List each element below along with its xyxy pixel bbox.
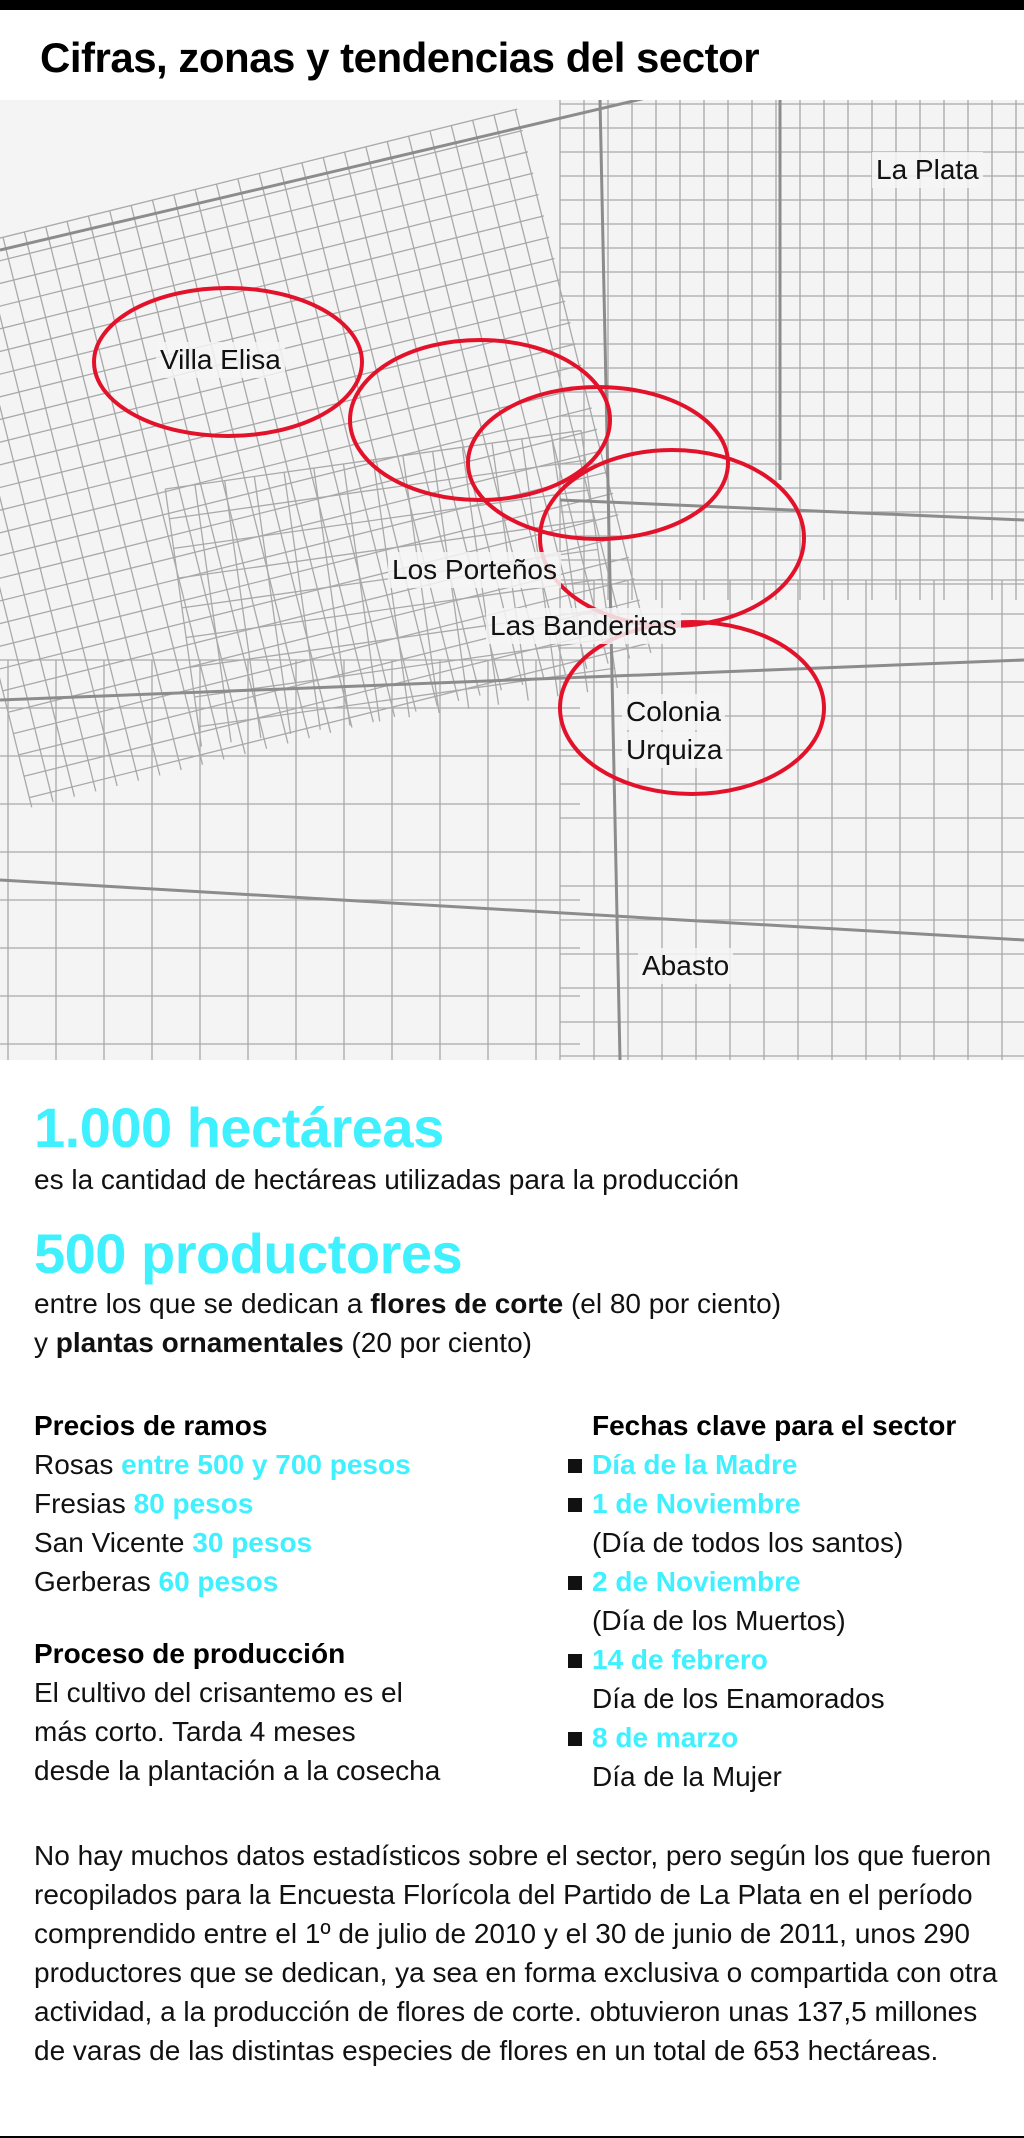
fechas-heading: Fechas clave para el sector — [592, 1410, 957, 1441]
fecha-note: (Día de todos los santos) — [592, 1527, 904, 1558]
stat-flores-percent: (el 80 por ciento) — [563, 1288, 782, 1319]
precios-heading: Precios de ramos — [34, 1410, 268, 1441]
map-label-villa-elisa: Villa Elisa — [156, 342, 285, 378]
stat-productores-value: 500 productores — [34, 1222, 463, 1285]
precio-row-rosas — [34, 1445, 411, 1484]
precio-value: entre 500 y 700 pesos — [121, 1449, 411, 1480]
map-label-las-banderitas: Las Banderitas — [486, 608, 681, 644]
fecha-note: (Día de los Muertos) — [592, 1605, 846, 1636]
precio-row-gerberas — [34, 1562, 278, 1601]
bullet-icon — [568, 1576, 582, 1590]
precio-name: Fresias — [34, 1488, 126, 1519]
map-label-abasto: Abasto — [638, 948, 733, 984]
proceso-line: más corto. Tarda 4 meses — [34, 1716, 356, 1747]
bullet-icon — [568, 1732, 582, 1746]
precio-value: 30 pesos — [192, 1527, 313, 1558]
map-label-colonia: Colonia — [622, 694, 725, 730]
precio-row-fresias — [34, 1484, 253, 1523]
proceso-heading: Proceso de producción — [34, 1638, 346, 1669]
bullet-icon — [568, 1498, 582, 1512]
precio-name: Rosas — [34, 1449, 114, 1480]
fecha-2-noviembre: 2 de Noviembre — [592, 1566, 801, 1597]
fecha-dia-de-la-madre: Día de la Madre — [592, 1449, 798, 1480]
precio-value: 60 pesos — [158, 1566, 279, 1597]
stat-productores-text-2: y — [34, 1327, 56, 1358]
page-title: Cifras, zonas y tendencias del sector — [40, 34, 760, 81]
bullet-icon — [568, 1654, 582, 1668]
map-label-la-plata: La Plata — [872, 152, 983, 188]
stat-plantas-ornamentales: plantas ornamentales — [55, 1327, 344, 1358]
stat-hectareas-value: 1.000 hectáreas — [34, 1096, 444, 1159]
map-label-urquiza: Urquiza — [622, 732, 726, 768]
fecha-note: Día de la Mujer — [592, 1761, 782, 1792]
stat-productores-line-2 — [34, 1323, 994, 1362]
top-rule — [0, 0, 1024, 10]
precio-value: 80 pesos — [133, 1488, 254, 1519]
stat-flores-de-corte: flores de corte — [370, 1288, 564, 1319]
proceso-line: desde la plantación a la cosecha — [34, 1755, 441, 1786]
precio-row-san-vicente — [34, 1523, 312, 1562]
bullet-icon — [568, 1459, 582, 1473]
fecha-1-noviembre: 1 de Noviembre — [592, 1488, 801, 1519]
precio-name: Gerberas — [34, 1566, 151, 1597]
fecha-14-febrero: 14 de febrero — [592, 1644, 768, 1675]
proceso-line: El cultivo del crisantemo es el — [34, 1677, 403, 1708]
map-label-los-portenos: Los Porteños — [388, 552, 561, 588]
stat-productores-text: entre los que se dedican a — [34, 1288, 371, 1319]
fecha-8-marzo: 8 de marzo — [592, 1722, 739, 1753]
precio-name: San Vicente — [34, 1527, 185, 1558]
stat-productores-line-1 — [34, 1284, 994, 1323]
stat-hectareas-text: es la cantidad de hectáreas utilizadas para la producción — [34, 1164, 740, 1195]
street-map — [0, 100, 1024, 1060]
fecha-note: Día de los Enamorados — [592, 1683, 885, 1714]
body-paragraph: No hay muchos datos estadísticos sobre el sector, pero según los que fueron recopilados para la Encuesta Florícola del Partido de La Plata en el período comprendido entre el 1º de julio de 2010 y el 30 de junio de 2011, unos 290 productores que se dedican, ya sea en forma exclusiva o compartida con otra actividad, a la producción de flores de corte. obtuvieron unas 137,5 millones de varas de las distintas especies de flores en un total de 653 hectáreas. — [34, 1840, 998, 2066]
stat-plantas-percent: (20 por ciento) — [343, 1327, 532, 1358]
